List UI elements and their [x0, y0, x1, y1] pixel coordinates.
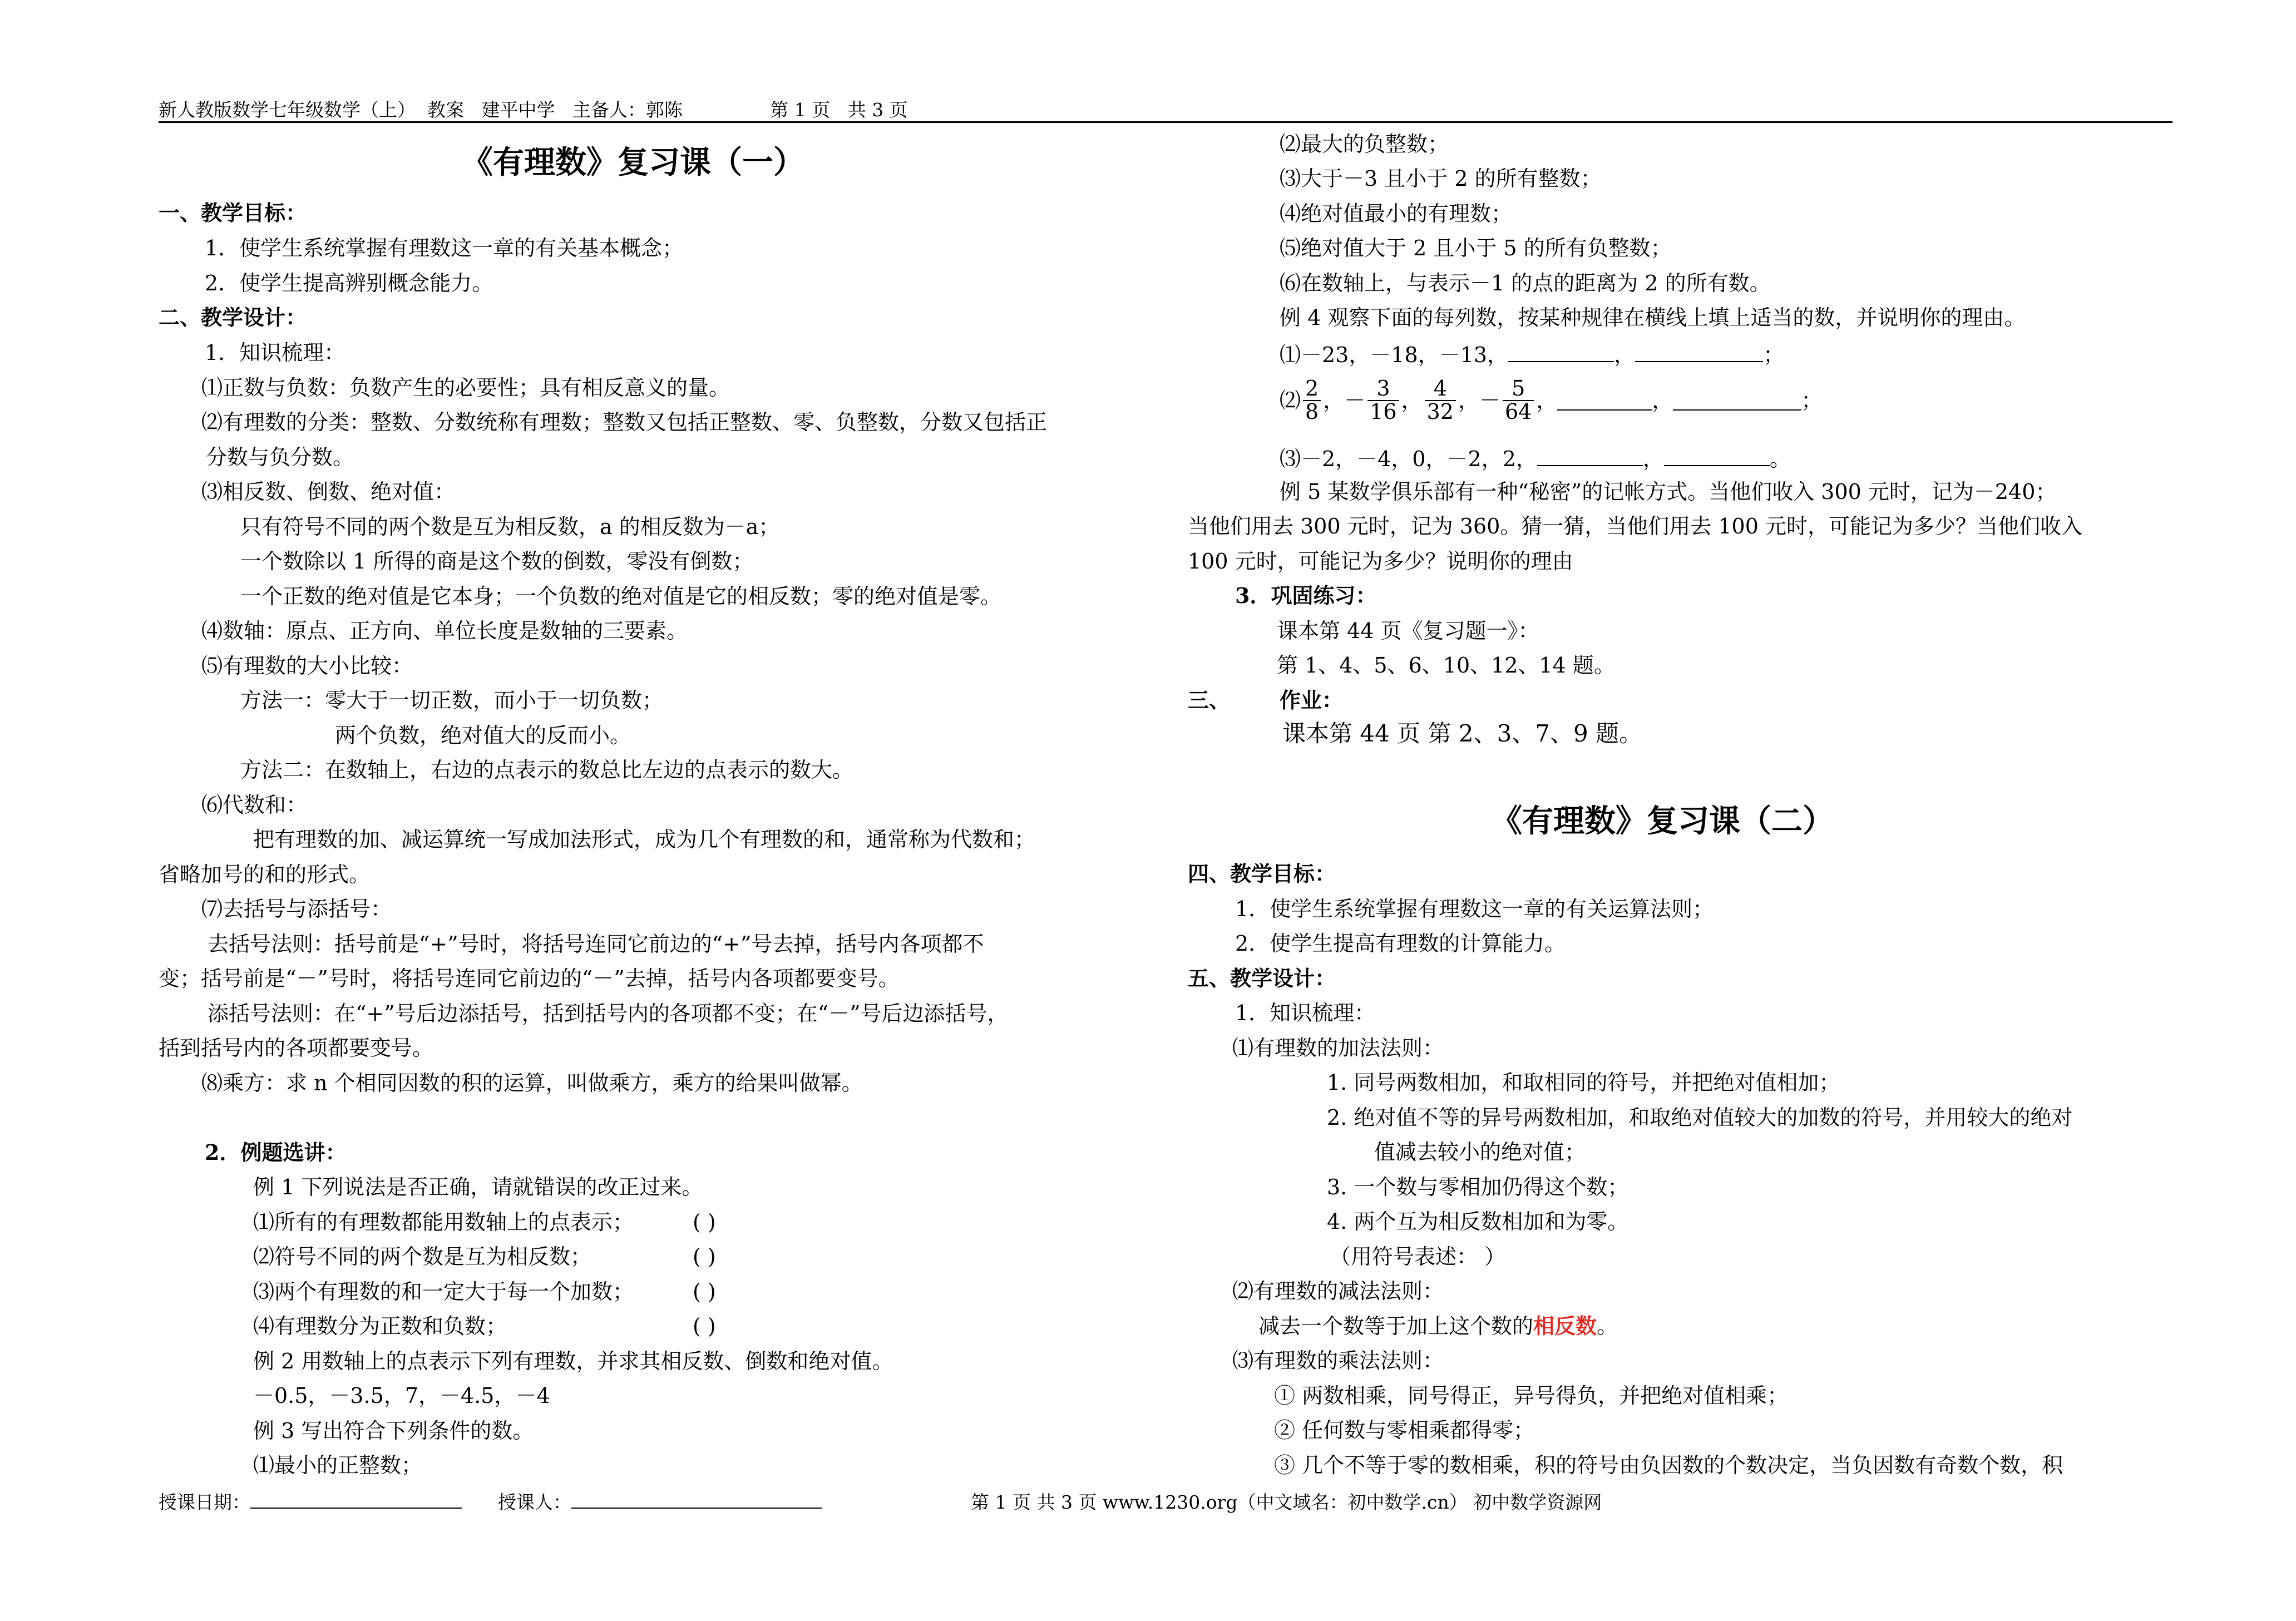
example-1: 例 1 下列说法是否正确，请就错误的改正过来。: [253, 1175, 703, 1199]
example-3f: ⑹在数轴上，与表示－1 的点的距离为 2 的所有数。: [1280, 271, 1771, 295]
page-header: 新人教版数学七年级数学（上） 教案 建平中学 主备人：郭陈 第 1 页 共 3 页: [159, 99, 908, 121]
homework-1: 课本第 44 页 第 2、3、7、9 题。: [1282, 720, 1643, 747]
knowledge-item-6a: 把有理数的加、减运算统一写成加法形式，成为几个有理数的和，通常称为代数和；: [253, 827, 1036, 852]
knowledge-item-7: ⑺去括号与添括号：: [201, 897, 392, 921]
practice-1: 课本第 44 页《复习题一》：: [1277, 619, 1539, 643]
example-1c: ⑶两个有理数的和一定大于每一个加数；: [253, 1279, 634, 1304]
footer-date: 授课日期：: [159, 1488, 462, 1514]
section-heading-design: 二、教学设计：: [159, 305, 307, 330]
fraction: $\frac{4}{32}$: [1425, 378, 1456, 423]
knowledge-item-7d: 括到括号内的各项都要变号。: [159, 1036, 434, 1060]
example-3a: ⑴最小的正整数；: [253, 1453, 423, 1477]
knowledge-item-6: ⑹代数和：: [201, 793, 308, 817]
example-2: 例 2 用数轴上的点表示下列有理数，并求其相反数、倒数和绝对值。: [253, 1349, 893, 1373]
multiplication-rules: ⑶有理数的乘法法则：: [1232, 1348, 1444, 1373]
fill-blank[interactable]: [1537, 446, 1643, 466]
fill-blank[interactable]: [1664, 446, 1770, 466]
addition-rule-4: 4. 两个互为相反数相加和为零。: [1327, 1209, 1629, 1234]
knowledge-item-7b: 变；括号前是“－”号时，将括号连同它前边的“－”去掉，括号内各项都要变号。: [159, 966, 900, 991]
example-4c: ⑶－2，－4，0，－2，2， ， 。: [1280, 447, 1791, 471]
example-2a: －0.5，－3.5，7，－4.5，－4: [253, 1383, 550, 1408]
multiplication-rule-2: ② 任何数与零相乘都得零；: [1274, 1418, 1535, 1442]
fill-blank[interactable]: [1557, 391, 1652, 411]
knowledge-item-5b: 两个负数，绝对值大的反而小。: [335, 723, 631, 748]
header-divider: [159, 121, 2172, 123]
fraction: $\frac{2}{8}$: [1303, 378, 1321, 423]
section-heading-objectives-2: 四、教学目标：: [1188, 861, 1336, 886]
knowledge-item-5: ⑸有理数的大小比较：: [201, 654, 413, 678]
knowledge-heading: 1．知识梳理：: [205, 340, 345, 365]
knowledge-item-4: ⑷数轴：原点、正方向、单位长度是数轴的三要素。: [201, 619, 688, 643]
example-1d: ⑷有理数分为正数和负数；: [253, 1314, 507, 1338]
symbol-expression: （用符号表述： ）: [1330, 1244, 1506, 1269]
fill-blank[interactable]: [1508, 342, 1614, 362]
section-heading-design-2: 五、教学设计：: [1188, 966, 1336, 991]
fraction: $\frac{3}{16}$: [1367, 378, 1399, 423]
example-4b: ⑵ $\frac{2}{8}$ ， － $\frac{3}{16}$ ， $\frac{4}{32}$ ， － $\frac{5}{64}$ ， ， ；: [1280, 376, 1823, 424]
answer-paren: ( ): [693, 1210, 716, 1234]
objective-2-1: 1．使学生系统掌握有理数这一章的有关运算法则；: [1235, 897, 1714, 921]
example-4: 例 4 观察下面的每列数，按某种规律在横线上填上适当的数，并说明你的理由。: [1280, 305, 2026, 330]
example-3c: ⑶大于－3 且小于 2 的所有整数；: [1280, 166, 1602, 191]
subtraction-rules: ⑵有理数的减法法则：: [1232, 1279, 1444, 1303]
fill-blank[interactable]: [1673, 391, 1801, 411]
example-5b: 当他们用去 300 元时，记为 360。猜一猜，当他们用去 100 元时，可能记为多少？当他们收入: [1188, 514, 2082, 538]
examples-heading: 2．例题选讲：: [205, 1140, 347, 1165]
section-number-homework: 三、: [1188, 688, 1231, 713]
addition-rules: ⑴有理数的加法法则：: [1232, 1036, 1444, 1060]
lesson-title-1: 《有理数》复习课（一）: [462, 144, 804, 181]
practice-2: 第 1、4、5、6、10、12、14 题。: [1277, 653, 1615, 678]
objective-2: 2．使学生提高辨别概念能力。: [205, 271, 493, 295]
knowledge-item-2b: 分数与负分数。: [206, 445, 354, 470]
knowledge-item-1: ⑴正数与负数：负数产生的必要性；具有相反意义的量。: [201, 375, 730, 400]
addition-rule-3: 3. 一个数与零相加仍得这个数；: [1327, 1175, 1629, 1199]
addition-rule-1: 1. 同号两数相加，和取相同的符号，并把绝对值相加；: [1327, 1070, 1840, 1095]
example-3d: ⑷绝对值最小的有理数；: [1280, 201, 1513, 226]
knowledge-item-7c: 添括号法则：在“+”号后边添括号，括到括号内的各项都不变；在“－”号后边添括号，: [208, 1001, 1009, 1026]
fraction: $\frac{5}{64}$: [1503, 378, 1534, 423]
example-1b: ⑵符号不同的两个数是互为相反数；: [253, 1244, 592, 1269]
knowledge-item-2a: ⑵有理数的分类：整数、分数统称有理数；整数又包括正整数、零、负整数，分数又包括正: [201, 410, 1048, 434]
footer-page-info: 第 1 页 共 3 页 www.1230.org（中文域名：初中数学.cn） 初中数学资源网: [971, 1491, 1602, 1513]
lesson-title-2: 《有理数》复习课（二）: [1491, 803, 1834, 839]
example-3e: ⑸绝对值大于 2 且小于 5 的所有负整数；: [1280, 236, 1672, 260]
addition-rule-2b: 值减去较小的绝对值；: [1374, 1140, 1586, 1164]
date-field[interactable]: [250, 1492, 462, 1509]
homework-heading: 作业：: [1280, 688, 1344, 713]
answer-paren: ( ): [693, 1314, 716, 1338]
multiplication-rule-1: ① 两数相乘，同号得正，异号得负，并把绝对值相乘；: [1274, 1383, 1789, 1408]
objective-1: 1．使学生系统掌握有理数这一章的有关基本概念；: [205, 236, 684, 260]
footer-teacher: 授课人：: [498, 1488, 822, 1514]
objective-2-2: 2．使学生提高有理数的计算能力。: [1235, 931, 1566, 956]
knowledge-item-5a: 方法一：零大于一切正数，而小于一切负数；: [240, 688, 664, 713]
practice-heading: 3．巩固练习：: [1235, 583, 1377, 608]
example-1a: ⑴所有的有理数都能用数轴上的点表示；: [253, 1210, 634, 1234]
section-heading-objectives: 一、教学目标：: [159, 200, 307, 225]
knowledge-item-3b: 一个数除以 1 所得的商是这个数的倒数，零没有倒数；: [240, 549, 754, 574]
teacher-field[interactable]: [571, 1492, 822, 1509]
answer-paren: ( ): [693, 1279, 716, 1304]
knowledge-item-6b: 省略加号的和的形式。: [159, 862, 371, 887]
multiplication-rule-3: ③ 几个不等于零的数相乘，积的符号由负因数的个数决定，当负因数有奇数个数，积: [1274, 1453, 2063, 1477]
knowledge-item-3c: 一个正数的绝对值是它本身；一个负数的绝对值是它的相反数；零的绝对值是零。: [240, 584, 1002, 609]
knowledge-item-5c: 方法二：在数轴上，右边的点表示的数总比左边的点表示的数大。: [240, 758, 854, 782]
sequence-1: ⑴－23，－18，－13，: [1280, 343, 1509, 367]
example-5a: 例 5 某数学俱乐部有一种“秘密”的记帐方式。当他们收入 300 元时，记为－240；: [1280, 480, 2057, 504]
example-4a: ⑴－23，－18，－13， ， ；: [1280, 343, 1785, 367]
subtraction-rule: 减去一个数等于加上这个数的相反数。: [1258, 1313, 1618, 1338]
example-5c: 100 元时，可能记为多少？说明你的理由: [1188, 549, 1573, 574]
knowledge-item-3a: 只有符号不同的两个数是互为相反数，a 的相反数为－a；: [240, 515, 780, 539]
knowledge-heading-2: 1．知识梳理：: [1235, 1001, 1376, 1025]
knowledge-item-8: ⑻乘方：求 n 个相同因数的积的运算，叫做乘方，乘方的给果叫做幂。: [201, 1071, 863, 1095]
knowledge-item-3: ⑶相反数、倒数、绝对值：: [201, 480, 456, 504]
example-3b: ⑵最大的负整数；: [1280, 132, 1449, 156]
answer-paren: ( ): [693, 1244, 716, 1269]
example-3: 例 3 写出符合下列条件的数。: [253, 1419, 534, 1443]
knowledge-item-7a: 去括号法则：括号前是“+”号时，将括号连同它前边的“+”号去掉，括号内各项都不: [208, 932, 984, 956]
highlighted-term: 相反数: [1533, 1313, 1597, 1338]
fill-blank[interactable]: [1635, 342, 1763, 362]
addition-rule-2a: 2. 绝对值不等的异号两数相加，和取绝对值较大的加数的符号，并用较大的绝对: [1327, 1105, 2073, 1130]
